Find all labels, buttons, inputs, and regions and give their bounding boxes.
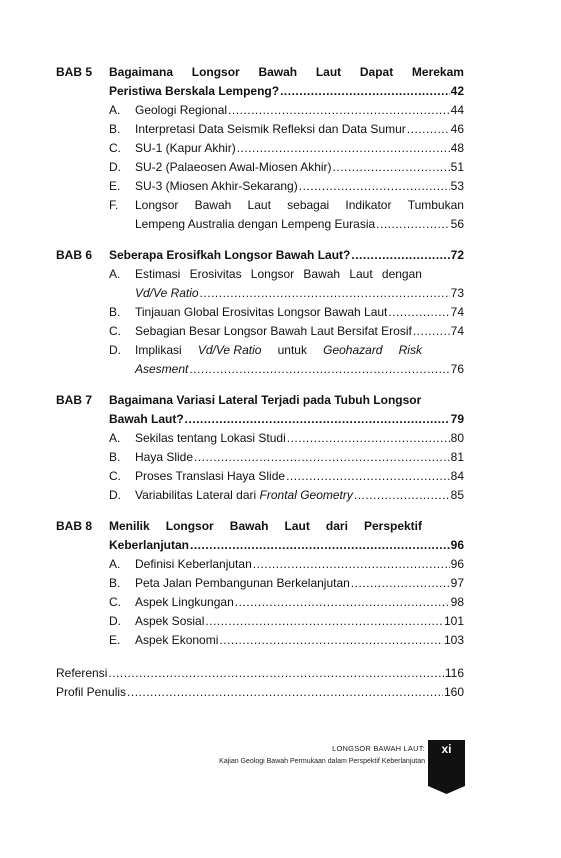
toc-entry[interactable]: Sebagian Besar Longsor Bawah Laut Bersifat Erosif ..... 74 — [135, 322, 464, 341]
table-of-contents — [56, 63, 464, 702]
chapter-number: BAB 5 — [56, 65, 93, 79]
toc-entry[interactable]: Sekilas tentang Lokasi Studi ..... 80 — [135, 429, 464, 448]
footer-book-title: LONGSOR BAWAH LAUT: — [332, 744, 425, 753]
toc-entry-line: Longsor Bawah Laut sebagai Indikator Tumbukan — [135, 198, 464, 212]
chapter-title-line: Bagaimana Variasi Lateral Terjadi pada Tubuh Longsor — [109, 393, 422, 407]
toc-entry-line: Implikasi Vd/Ve Ratio untuk Geohazard Risk — [135, 343, 422, 357]
chapter-6: BAB 6 Seberapa Erosifkah Longsor Bawah Laut? ..... 72 A. Estimasi Erosivitas Longsor Bawah Laut dengan Vd/Ve Ratio ..... 73 B. Tinjauan Global Erosivitas Longsor Bawah Laut ..... 74 C. Sebagian Besar Longsor Bawah Laut Bersifat Erosif ..... 74 D. Implikasi Vd/Ve Ratio untuk Geohazard Risk Asesment ..... 76 — [56, 246, 464, 379]
chapter-title-entry[interactable]: Bawah Laut? ..... 79 — [109, 410, 464, 429]
toc-entry[interactable]: Geologi Regional ..... 44 — [135, 101, 464, 120]
chapter-title-line: Bagaimana Longsor Bawah Laut Dapat Merekam — [109, 65, 464, 79]
chapter-title-line: Menilik Longsor Bawah Laut dari Perspektif — [109, 519, 422, 533]
chapter-title-entry[interactable]: Peristiwa Berskala Lempeng? ..... 42 — [109, 82, 464, 101]
toc-entry[interactable]: Asesment ..... 76 — [135, 360, 464, 379]
chapter-7: BAB 7 Bagaimana Variasi Lateral Terjadi pada Tubuh Longsor Bawah Laut? ..... 79 A. Sekilas tentang Lokasi Studi ..... 80 B. Haya Slide ..... 81 C. Proses Translasi Haya Slide ..... 84 D. Variabilitas Lateral dari Frontal Geometry ..... 85 — [56, 391, 464, 505]
toc-entry[interactable]: Lempeng Australia dengan Lempeng Eurasia ..... 56 — [135, 215, 464, 234]
toc-entry[interactable]: Aspek Ekonomi ..... 103 — [135, 631, 464, 650]
toc-entry[interactable]: Aspek Lingkungan ..... 98 — [135, 593, 464, 612]
chapter-number: BAB 8 — [56, 519, 93, 533]
toc-entry[interactable]: SU-2 (Palaeosen Awal-Miosen Akhir) ..... 51 — [135, 158, 464, 177]
chapter-5: BAB 5 Bagaimana Longsor Bawah Laut Dapat Merekam Peristiwa Berskala Lempeng? ..... 42 A. Geologi Regional ..... 44 B. Interpretasi Data Seismik Refleksi dan Data Sumur ..... 46 C. SU-1 (Kapur Akhir) ..... 48 D. SU-2 (Palaeosen Awal-Miosen Akhir) ..... 51 E. SU-3 (Miosen Akhir-Sekarang) ..... 53 F. Longsor Bawah Laut sebagai Indikator Tumbukan Lempeng Australia dengan Lempeng Eurasia ..... 56 — [56, 63, 464, 234]
toc-entry[interactable]: Tinjauan Global Erosivitas Longsor Bawah Laut ..... 74 — [135, 303, 464, 322]
chapter-title-entry[interactable]: Seberapa Erosifkah Longsor Bawah Laut? ..... 72 — [109, 246, 464, 265]
back-matter — [56, 664, 464, 702]
toc-entry[interactable]: Aspek Sosial ..... 101 — [135, 612, 464, 631]
chapter-8: BAB 8 Menilik Longsor Bawah Laut dari Perspektif Keberlanjutan ..... 96 A. Definisi Keberlanjutan ..... 96 B. Peta Jalan Pembangunan Berkelanjutan ..... 97 C. Aspek Lingkungan ..... 98 D. Aspek Sosial ..... 101 E. Aspek Ekonomi ..... 103 — [56, 517, 464, 650]
toc-entry-profil-penulis[interactable]: Profil Penulis ..... 160 — [56, 683, 464, 702]
chapter-title-entry[interactable]: Keberlanjutan ..... 96 — [109, 536, 464, 555]
page-footer — [219, 742, 425, 768]
toc-entry[interactable]: Definisi Keberlanjutan ..... 96 — [135, 555, 464, 574]
footer-book-subtitle: Kajian Geologi Bawah Permukaan dalam Perspektif Keberlanjutan — [219, 758, 425, 765]
toc-entry[interactable]: Variabilitas Lateral dari Frontal Geometry ..... 85 — [135, 486, 464, 505]
toc-entry[interactable]: Haya Slide ..... 81 — [135, 448, 464, 467]
toc-entry[interactable]: Interpretasi Data Seismik Refleksi dan Data Sumur ..... 46 — [135, 120, 464, 139]
toc-entry[interactable]: Peta Jalan Pembangunan Berkelanjutan ..... 97 — [135, 574, 464, 593]
chapter-number: BAB 6 — [56, 248, 93, 262]
toc-entry-referensi[interactable]: Referensi ..... 116 — [56, 664, 464, 683]
toc-entry[interactable]: SU-1 (Kapur Akhir) ..... 48 — [135, 139, 464, 158]
page-number: xi — [441, 742, 452, 756]
toc-entry[interactable]: Vd/Ve Ratio ..... 73 — [135, 284, 464, 303]
chapter-number: BAB 7 — [56, 393, 93, 407]
toc-entry[interactable]: SU-3 (Miosen Akhir-Sekarang) ..... 53 — [135, 177, 464, 196]
toc-entry[interactable]: Proses Translasi Haya Slide ..... 84 — [135, 467, 464, 486]
toc-entry-line: Estimasi Erosivitas Longsor Bawah Laut dengan — [135, 267, 422, 281]
